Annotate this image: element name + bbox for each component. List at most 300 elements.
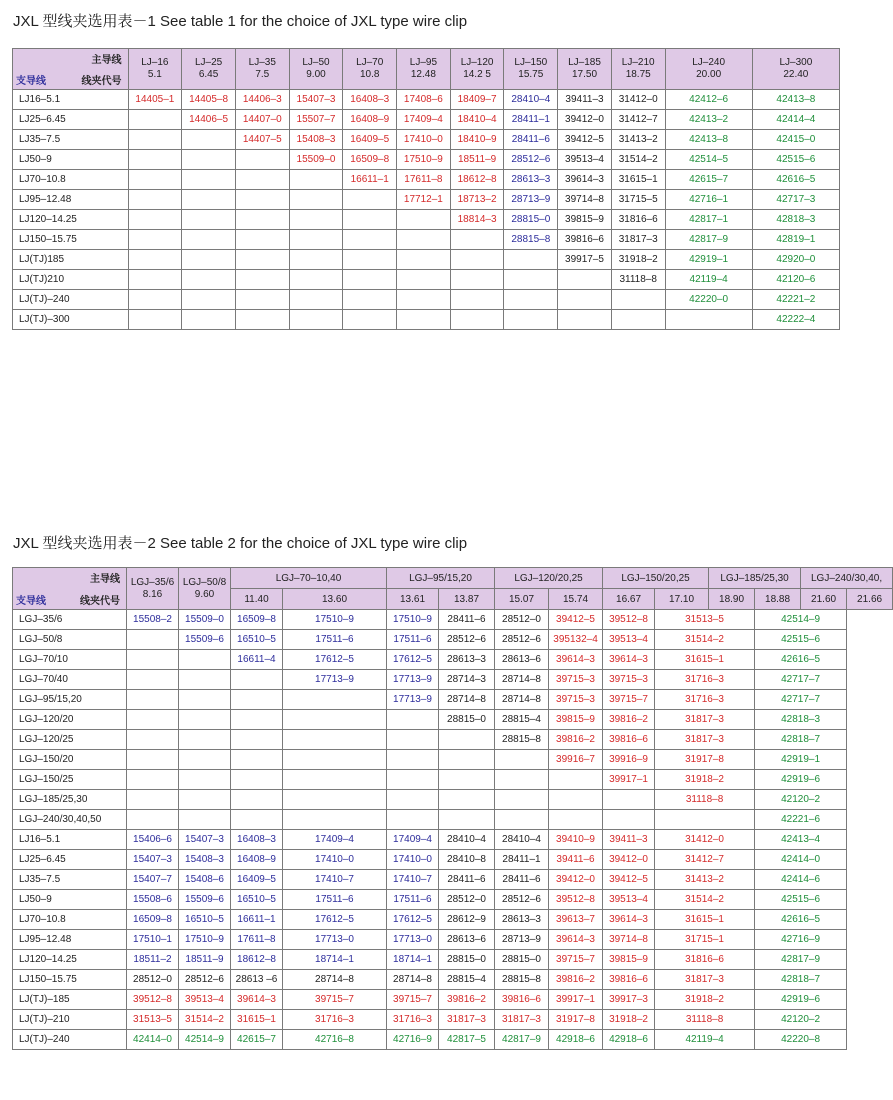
table1-row — [13, 250, 840, 270]
clip-code-cell: 39614–3 — [603, 650, 655, 670]
clip-code-cell: 31918–2 — [611, 250, 665, 270]
clip-code-cell — [611, 290, 665, 310]
clip-code-cell: 42220–8 — [755, 1030, 847, 1050]
clip-code-cell: 31917–8 — [655, 750, 755, 770]
clip-code-cell: 42221–6 — [755, 810, 847, 830]
clip-code-cell — [235, 250, 289, 270]
clip-code-cell: 39816–6 — [558, 230, 612, 250]
table2-row — [13, 950, 893, 970]
clip-code-cell: 39614–3 — [558, 170, 612, 190]
column-diameter: 5.1 — [147, 69, 162, 80]
clip-code-cell: 39614–3 — [549, 930, 603, 950]
table1-title: JXL 型线夹选用表－1 See table 1 for the choice of JXL type wire clip — [13, 13, 468, 30]
clip-code-cell: 28411–1 — [504, 110, 558, 130]
clip-code-cell — [231, 790, 283, 810]
table2-row — [13, 710, 893, 730]
row-label: LJ35–7.5 — [13, 870, 127, 890]
row-label: LJ(TJ)–185 — [13, 990, 127, 1010]
clip-code-cell: 15509–6 — [179, 630, 231, 650]
clip-code-cell: 28410–4 — [495, 830, 549, 850]
row-label: LJ150–15.75 — [13, 970, 127, 990]
clip-code-cell: 28410–4 — [439, 830, 495, 850]
clip-code-cell: 28815–0 — [439, 950, 495, 970]
clip-code-cell: 31514–2 — [655, 630, 755, 650]
clip-code-cell — [439, 750, 495, 770]
clip-code-cell: 15509–0 — [179, 610, 231, 630]
clip-code-cell: 16510–5 — [231, 890, 283, 910]
clip-code-cell — [289, 270, 343, 290]
clip-code-cell: 17510–9 — [283, 610, 387, 630]
column-name: LJ–120 — [460, 57, 494, 68]
clip-code-cell: 17410–7 — [387, 870, 439, 890]
clip-code-cell: 28512–6 — [439, 630, 495, 650]
clip-code-cell: 39715–3 — [549, 690, 603, 710]
table2-row — [13, 810, 893, 830]
clip-code-cell: 16611–4 — [231, 650, 283, 670]
clip-code-cell: 16408–3 — [343, 90, 397, 110]
clip-code-cell: 39916–9 — [603, 750, 655, 770]
clip-code-cell — [289, 210, 343, 230]
clip-code-cell — [235, 170, 289, 190]
clip-code-cell: 28512–6 — [504, 150, 558, 170]
table1-corner-cell — [13, 49, 129, 90]
clip-code-cell: 31817–3 — [655, 710, 755, 730]
clip-code-cell: 16408–3 — [231, 830, 283, 850]
table1-row — [13, 150, 840, 170]
column-name: LJ–150 — [514, 57, 548, 68]
row-label: LJ95–12.48 — [13, 190, 129, 210]
clip-code-cell — [128, 170, 182, 190]
corner-main-label: 主导线 — [91, 55, 122, 66]
table2-row — [13, 870, 893, 890]
table2-header-row-names — [13, 568, 893, 589]
clip-code-cell: 39412–5 — [603, 870, 655, 890]
clip-code-cell: 15408–3 — [289, 130, 343, 150]
clip-code-cell: 31817–3 — [439, 1010, 495, 1030]
clip-code-cell — [182, 190, 236, 210]
column-diameter: 7.5 — [255, 69, 270, 80]
clip-code-cell: 39412–5 — [549, 610, 603, 630]
column-name: LJ–50 — [302, 57, 330, 68]
clip-code-cell: 39410–9 — [549, 830, 603, 850]
table2-row — [13, 750, 893, 770]
clip-code-cell: 39412–5 — [558, 130, 612, 150]
table1-row — [13, 130, 840, 150]
clip-code-cell — [495, 810, 549, 830]
clip-code-cell: 15407–3 — [127, 850, 179, 870]
row-label: LGJ–70/10 — [13, 650, 127, 670]
column-diameter: 9.00 — [306, 69, 326, 80]
clip-code-cell — [603, 810, 655, 830]
column-diameter: 14.2 5 — [463, 69, 491, 80]
clip-code-cell: 15408–3 — [179, 850, 231, 870]
table2-title: JXL 型线夹选用表－2 See table 2 for the choice of JXL type wire clip — [13, 535, 468, 552]
clip-code-cell — [179, 810, 231, 830]
clip-code-cell: 31918–2 — [655, 990, 755, 1010]
clip-code-cell: 17611–8 — [397, 170, 451, 190]
row-label: LJ35–7.5 — [13, 130, 129, 150]
column-name: LJ–25 — [194, 57, 223, 68]
clip-code-cell — [504, 270, 558, 290]
table2-row — [13, 730, 893, 750]
row-label: LJ70–10.8 — [13, 170, 129, 190]
column-diameter: 22.40 — [783, 69, 809, 80]
clip-code-cell: 39715–3 — [549, 670, 603, 690]
clip-code-cell: 31615–1 — [611, 170, 665, 190]
clip-code-cell: 15509–0 — [289, 150, 343, 170]
clip-code-cell: 31716–3 — [387, 1010, 439, 1030]
clip-code-cell: 28815–0 — [439, 710, 495, 730]
clip-code-cell: 39816–6 — [603, 970, 655, 990]
clip-code-cell: 28411–6 — [439, 870, 495, 890]
clip-code-cell: 42616–5 — [755, 650, 847, 670]
clip-code-cell: 28613–6 — [495, 650, 549, 670]
table1-column-header — [128, 49, 182, 90]
clip-code-cell — [128, 190, 182, 210]
clip-code-cell — [235, 270, 289, 290]
clip-code-cell — [182, 150, 236, 170]
clip-code-cell: 31918–2 — [603, 1010, 655, 1030]
clip-code-cell: 17410–0 — [283, 850, 387, 870]
clip-code-cell — [231, 770, 283, 790]
clip-code-cell: 28411–6 — [504, 130, 558, 150]
clip-code-cell: 15408–6 — [179, 870, 231, 890]
clip-code-cell — [128, 250, 182, 270]
clip-code-cell: 42716–9 — [387, 1030, 439, 1050]
column-diameter: 18.75 — [625, 69, 651, 80]
clip-code-cell: 31412–7 — [611, 110, 665, 130]
clip-code-cell: 31615–1 — [231, 1010, 283, 1030]
clip-code-cell — [283, 810, 387, 830]
row-label: LGJ–120/20 — [13, 710, 127, 730]
clip-code-cell: 42716–8 — [283, 1030, 387, 1050]
table1-column-header — [611, 49, 665, 90]
clip-code-cell: 31513–5 — [655, 610, 755, 630]
clip-code-cell — [495, 770, 549, 790]
clip-code-cell: 42514–5 — [665, 150, 752, 170]
table1-column-header — [397, 49, 451, 90]
clip-code-cell: 28410–4 — [504, 90, 558, 110]
clip-code-cell: 31514–2 — [179, 1010, 231, 1030]
column-diameter: 20.00 — [696, 69, 722, 80]
clip-code-cell — [549, 790, 603, 810]
table1-column-header — [665, 49, 752, 90]
clip-code-cell: 39715–7 — [549, 950, 603, 970]
clip-code-cell — [128, 290, 182, 310]
clip-code-cell: 28815–4 — [495, 710, 549, 730]
clip-code-cell — [283, 710, 387, 730]
row-label: LJ120–14.25 — [13, 210, 129, 230]
clip-code-cell: 17612–5 — [283, 650, 387, 670]
table2-row — [13, 910, 893, 930]
clip-code-cell — [439, 730, 495, 750]
column-diameter: 15.07 — [495, 589, 549, 610]
corner-main-label: 主导线 — [90, 574, 120, 585]
column-diameter: 11.40 — [231, 589, 283, 610]
clip-code-cell — [289, 170, 343, 190]
clip-code-cell: 14405–1 — [128, 90, 182, 110]
clip-code-cell: 31716–3 — [655, 670, 755, 690]
clip-code-cell: 17409–4 — [397, 110, 451, 130]
clip-code-cell — [387, 770, 439, 790]
clip-code-cell: 31413–2 — [611, 130, 665, 150]
clip-code-cell: 18612–8 — [450, 170, 504, 190]
clip-code-cell: 42919–6 — [755, 990, 847, 1010]
column-diameter: 13.87 — [439, 589, 495, 610]
clip-code-cell: 42616–5 — [755, 910, 847, 930]
table2-corner-cell — [13, 568, 127, 610]
clip-code-cell: 28613–6 — [439, 930, 495, 950]
clip-code-cell — [182, 310, 236, 330]
clip-code-cell: 18410–4 — [450, 110, 504, 130]
clip-code-cell — [127, 750, 179, 770]
table2-row — [13, 1030, 893, 1050]
clip-code-cell: 28714–8 — [387, 970, 439, 990]
clip-code-cell: 15407–3 — [289, 90, 343, 110]
table2-group-header: LGJ–150/20,25 — [603, 568, 709, 589]
row-label: LGJ–95/15,20 — [13, 690, 127, 710]
clip-code-cell — [128, 230, 182, 250]
table2-column-header — [127, 568, 179, 610]
clip-code-cell — [235, 210, 289, 230]
clip-code-cell: 31118–8 — [611, 270, 665, 290]
column-name: LJ–95 — [409, 57, 438, 68]
clip-code-cell — [504, 310, 558, 330]
table2-group-header: LGJ–95/15,20 — [387, 568, 495, 589]
row-label: LGJ–70/40 — [13, 670, 127, 690]
clip-code-cell — [179, 670, 231, 690]
clip-code-cell: 39815–9 — [549, 710, 603, 730]
clip-code-cell: 39816–2 — [549, 730, 603, 750]
clip-code-cell — [283, 770, 387, 790]
clip-code-cell: 16408–9 — [343, 110, 397, 130]
clip-code-cell: 42819–1 — [752, 230, 839, 250]
table2-row — [13, 690, 893, 710]
clip-code-cell: 42920–0 — [752, 250, 839, 270]
clip-code-cell: 17713–9 — [387, 670, 439, 690]
clip-code-cell: 28411–1 — [495, 850, 549, 870]
clip-code-cell — [127, 650, 179, 670]
clip-code-cell: 17510–1 — [127, 930, 179, 950]
clip-code-cell: 18814–3 — [450, 210, 504, 230]
table1-column-header — [752, 49, 839, 90]
column-name: LJ–210 — [621, 57, 655, 68]
row-label: LJ16–5.1 — [13, 90, 129, 110]
clip-code-cell: 39715–3 — [603, 670, 655, 690]
column-diameter: 9.60 — [194, 588, 215, 600]
clip-code-cell — [655, 810, 755, 830]
clip-code-cell: 39816–6 — [495, 990, 549, 1010]
clip-code-cell: 15508–2 — [127, 610, 179, 630]
clip-code-cell: 42918–6 — [549, 1030, 603, 1050]
clip-code-cell: 39613–7 — [549, 910, 603, 930]
table2-row — [13, 770, 893, 790]
clip-code-cell: 31816–6 — [611, 210, 665, 230]
clip-code-cell — [549, 770, 603, 790]
clip-code-cell — [343, 310, 397, 330]
clip-code-cell: 31817–3 — [495, 1010, 549, 1030]
corner-branch-label: 支导线 — [16, 596, 46, 607]
table1-column-header — [235, 49, 289, 90]
column-diameter: 17.50 — [571, 69, 598, 80]
clip-code-cell: 17510–9 — [397, 150, 451, 170]
column-name: LJ–70 — [356, 57, 384, 68]
clip-code-cell: 42413–4 — [755, 830, 847, 850]
clip-code-cell: 28613–3 — [495, 910, 549, 930]
clip-code-cell: 16509–8 — [343, 150, 397, 170]
clip-code-cell: 31917–8 — [549, 1010, 603, 1030]
row-label: LGJ–50/8 — [13, 630, 127, 650]
clip-code-cell — [558, 310, 612, 330]
column-diameter: 17.10 — [655, 589, 709, 610]
clip-code-cell: 39715–7 — [387, 990, 439, 1010]
clip-code-cell — [558, 270, 612, 290]
clip-code-cell — [397, 310, 451, 330]
clip-code-cell: 18511–2 — [127, 950, 179, 970]
clip-code-cell: 28512–0 — [495, 610, 549, 630]
table1-row — [13, 190, 840, 210]
clip-code-cell — [235, 290, 289, 310]
clip-code-cell: 42717–7 — [755, 690, 847, 710]
table1-column-header — [558, 49, 612, 90]
clip-code-cell: 42615–7 — [665, 170, 752, 190]
clip-code-cell — [558, 290, 612, 310]
clip-code-cell — [127, 730, 179, 750]
clip-code-cell — [128, 130, 182, 150]
clip-code-cell: 42817–9 — [755, 950, 847, 970]
clip-code-cell: 16409–5 — [231, 870, 283, 890]
clip-code-cell — [182, 250, 236, 270]
table2 — [12, 567, 893, 1050]
clip-code-cell: 17409–4 — [283, 830, 387, 850]
clip-code-cell: 39715–7 — [603, 690, 655, 710]
clip-code-cell — [231, 690, 283, 710]
column-diameter: 21.66 — [847, 589, 893, 610]
clip-code-cell: 42515–6 — [755, 890, 847, 910]
clip-code-cell — [182, 270, 236, 290]
clip-code-cell: 17410–0 — [397, 130, 451, 150]
clip-code-cell — [231, 670, 283, 690]
clip-code-cell — [387, 790, 439, 810]
clip-code-cell: 28815–4 — [439, 970, 495, 990]
row-label: LJ150–15.75 — [13, 230, 129, 250]
clip-code-cell: 16510–5 — [231, 630, 283, 650]
clip-code-cell — [235, 150, 289, 170]
clip-code-cell: 39614–3 — [549, 650, 603, 670]
table2-row — [13, 790, 893, 810]
clip-code-cell: 42716–9 — [755, 930, 847, 950]
clip-code-cell — [450, 230, 504, 250]
clip-code-cell: 42414–0 — [127, 1030, 179, 1050]
clip-code-cell: 17612–5 — [283, 910, 387, 930]
clip-code-cell: 16408–9 — [231, 850, 283, 870]
row-label: LGJ–35/6 — [13, 610, 127, 630]
clip-code-cell: 16409–5 — [343, 130, 397, 150]
clip-code-cell: 14405–8 — [182, 90, 236, 110]
clip-code-cell: 28815–8 — [495, 970, 549, 990]
clip-code-cell: 28815–8 — [504, 230, 558, 250]
clip-code-cell: 28411–6 — [439, 610, 495, 630]
table2-row — [13, 670, 893, 690]
clip-code-cell: 42119–4 — [665, 270, 752, 290]
clip-code-cell: 28613–3 — [504, 170, 558, 190]
clip-code-cell: 42616–5 — [752, 170, 839, 190]
clip-code-cell: 28815–8 — [495, 730, 549, 750]
clip-code-cell: 16510–5 — [179, 910, 231, 930]
clip-code-cell: 18409–7 — [450, 90, 504, 110]
clip-code-cell: 39715–7 — [283, 990, 387, 1010]
column-name: LGJ–35/6 — [130, 576, 175, 588]
clip-code-cell: 28410–8 — [439, 850, 495, 870]
table1-row — [13, 210, 840, 230]
table2-group-header: LGJ–240/30,40, — [801, 568, 893, 589]
clip-code-cell: 39917–3 — [603, 990, 655, 1010]
clip-code-cell: 18410–9 — [450, 130, 504, 150]
clip-code-cell: 31615–1 — [655, 650, 755, 670]
clip-code-cell: 18714–1 — [283, 950, 387, 970]
row-label: LGJ–120/25 — [13, 730, 127, 750]
clip-code-cell — [495, 790, 549, 810]
table2-row — [13, 930, 893, 950]
clip-code-cell: 31715–5 — [611, 190, 665, 210]
clip-code-cell: 16509–8 — [231, 610, 283, 630]
table1-row — [13, 290, 840, 310]
row-label: LJ95–12.48 — [13, 930, 127, 950]
row-label: LGJ–150/20 — [13, 750, 127, 770]
clip-code-cell: 39815–9 — [603, 950, 655, 970]
clip-code-cell: 42818–7 — [755, 970, 847, 990]
table2-group-header: LGJ–120/20,25 — [495, 568, 603, 589]
clip-code-cell — [387, 750, 439, 770]
clip-code-cell: 31615–1 — [655, 910, 755, 930]
clip-code-cell: 28512–6 — [495, 890, 549, 910]
clip-code-cell: 42817–9 — [495, 1030, 549, 1050]
clip-code-cell: 39513–4 — [603, 890, 655, 910]
clip-code-cell: 17713–0 — [387, 930, 439, 950]
row-label: LJ(TJ)–240 — [13, 1030, 127, 1050]
table2-row — [13, 830, 893, 850]
table1-column-header — [182, 49, 236, 90]
clip-code-cell: 28714–8 — [283, 970, 387, 990]
clip-code-cell — [127, 630, 179, 650]
column-diameter: 18.90 — [709, 589, 755, 610]
table1-row — [13, 310, 840, 330]
clip-code-cell: 42413–2 — [665, 110, 752, 130]
clip-code-cell — [235, 230, 289, 250]
clip-code-cell: 28714–8 — [495, 670, 549, 690]
clip-code-cell: 16611–1 — [231, 910, 283, 930]
clip-code-cell — [397, 210, 451, 230]
clip-code-cell: 39816–6 — [603, 730, 655, 750]
clip-code-cell: 39513–4 — [603, 630, 655, 650]
clip-code-cell: 42919–1 — [665, 250, 752, 270]
row-label: LJ(TJ)210 — [13, 270, 129, 290]
table1 — [12, 48, 840, 330]
clip-code-cell: 42918–6 — [603, 1030, 655, 1050]
clip-code-cell: 39614–3 — [231, 990, 283, 1010]
clip-code-cell — [127, 690, 179, 710]
clip-code-cell: 28815–0 — [495, 950, 549, 970]
clip-code-cell — [182, 130, 236, 150]
clip-code-cell — [289, 310, 343, 330]
row-label: LJ120–14.25 — [13, 950, 127, 970]
clip-code-cell: 31412–7 — [655, 850, 755, 870]
clip-code-cell: 14407–0 — [235, 110, 289, 130]
clip-code-cell: 17511–6 — [283, 890, 387, 910]
column-name: LJ–35 — [248, 57, 276, 68]
corner-code-label: 线夹代号 — [81, 76, 122, 87]
clip-code-cell — [127, 710, 179, 730]
